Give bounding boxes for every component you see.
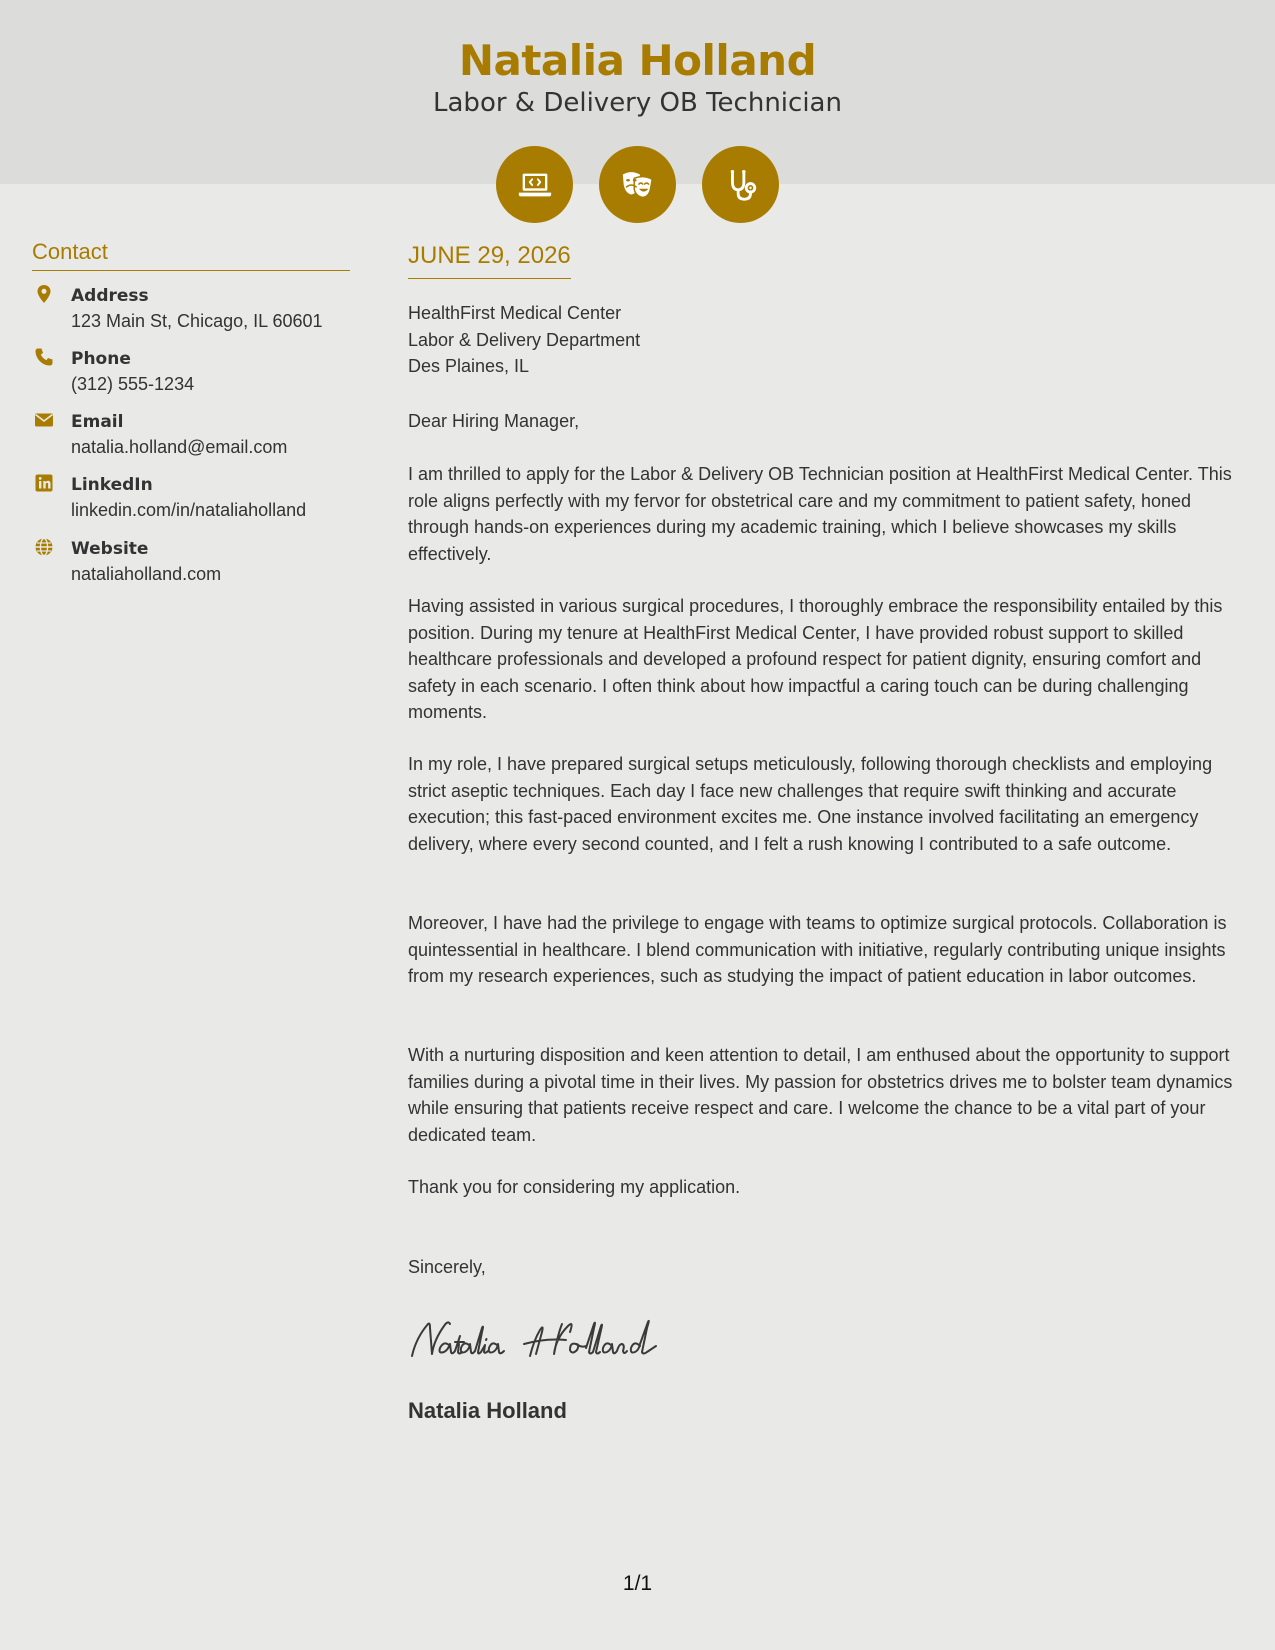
contact-website-value: nataliaholland.com [71, 564, 222, 584]
job-title: Labor & Delivery OB Technician [433, 88, 842, 118]
signer-name: Natalia Holland [408, 1398, 567, 1423]
body-paragraph: In my role, I have prepared surgical setups meticulously, following thorough checklists and employing strict aseptic techniques. Each day I face new challenges that require swift thinking and accurate execution; this fast-paced environment excites me. One instance involved facilitating an emergency delivery, where every second counted, and I felt a rush knowing I contributed to a safe outcome. [408, 754, 1213, 854]
closing-thanks: Thank you for considering my application. [408, 1177, 741, 1197]
contact-section-title: Contact [32, 238, 350, 271]
recipient-address [408, 300, 640, 380]
envelope-icon [34, 410, 54, 430]
contact-phone [32, 347, 352, 403]
contact-address-label: Address [71, 286, 149, 306]
contact-address [32, 284, 352, 340]
salutation: Dear Hiring Manager, [408, 411, 580, 431]
contact-phone-label: Phone [71, 349, 131, 369]
contact-email-label: Email [71, 412, 124, 432]
phone-icon [34, 347, 54, 367]
letter-date: JUNE 29, 2026 [408, 240, 571, 279]
theater-masks-icon [599, 146, 676, 223]
body-paragraph: Having assisted in various surgical procedures, I thoroughly embrace the responsibility entailed by this position. During my tenure at HealthFirst Medical Center, I have provided robust support to skilled healthcare professionals and developed a profound respect for patient dignity, ensuring comfort and safety in each scenario. I often think about how impactful a caring touch can be during challenging moments. [408, 596, 1223, 722]
contact-website-label: Website [71, 539, 149, 559]
contact-email-value: natalia.holland@email.com [71, 437, 288, 457]
page-number: 1/1 [622, 1572, 653, 1595]
contact-phone-value: (312) 555-1234 [71, 374, 195, 394]
recipient-line: Des Plaines, IL [408, 356, 530, 376]
map-pin-icon [34, 284, 54, 304]
applicant-name: Natalia Holland [458, 36, 817, 85]
recipient-line: Labor & Delivery Department [408, 329, 641, 350]
contact-linkedin [32, 473, 352, 529]
contact-linkedin-label: LinkedIn [71, 475, 153, 495]
recipient-line: HealthFirst Medical Center [408, 303, 622, 323]
globe-icon [34, 537, 54, 557]
contact-email [32, 410, 352, 466]
contact-linkedin-value: linkedin.com/in/nataliaholland [71, 500, 307, 520]
body-paragraph: With a nurturing disposition and keen attention to detail, I am enthused about the opportunity to support families during a pivotal time in their lives. My passion for obstetrics drives me to bolster team dynamics while ensuring that patients receive respect and care. I welcome the chance to be a vital part of your dedicated team. [408, 1045, 1233, 1145]
stethoscope-icon [702, 146, 779, 223]
sign-off: Sincerely, [408, 1257, 486, 1277]
linkedin-icon [34, 473, 54, 493]
contact-website [32, 537, 352, 593]
laptop-code-icon [496, 146, 573, 223]
contact-address-value: 123 Main St, Chicago, IL 60601 [71, 311, 323, 331]
body-paragraph: I am thrilled to apply for the Labor & Delivery OB Technician position at HealthFirst Medical Center. This role aligns perfectly with my fervor for obstetrical care and my commitment to patient safety, honed through hands-on experiences during my academic training, which I believe showcases my skills effectively. [408, 464, 1232, 564]
body-paragraph: Moreover, I have had the privilege to engage with teams to optimize surgical protocols. Collaboration is quintessential in healthcare. I blend communication with initiative, regularly contributing unique insights from my research experiences, such as studying the impact of patient education in labor outcomes. [408, 913, 1227, 986]
handwritten-signature [406, 1310, 696, 1366]
